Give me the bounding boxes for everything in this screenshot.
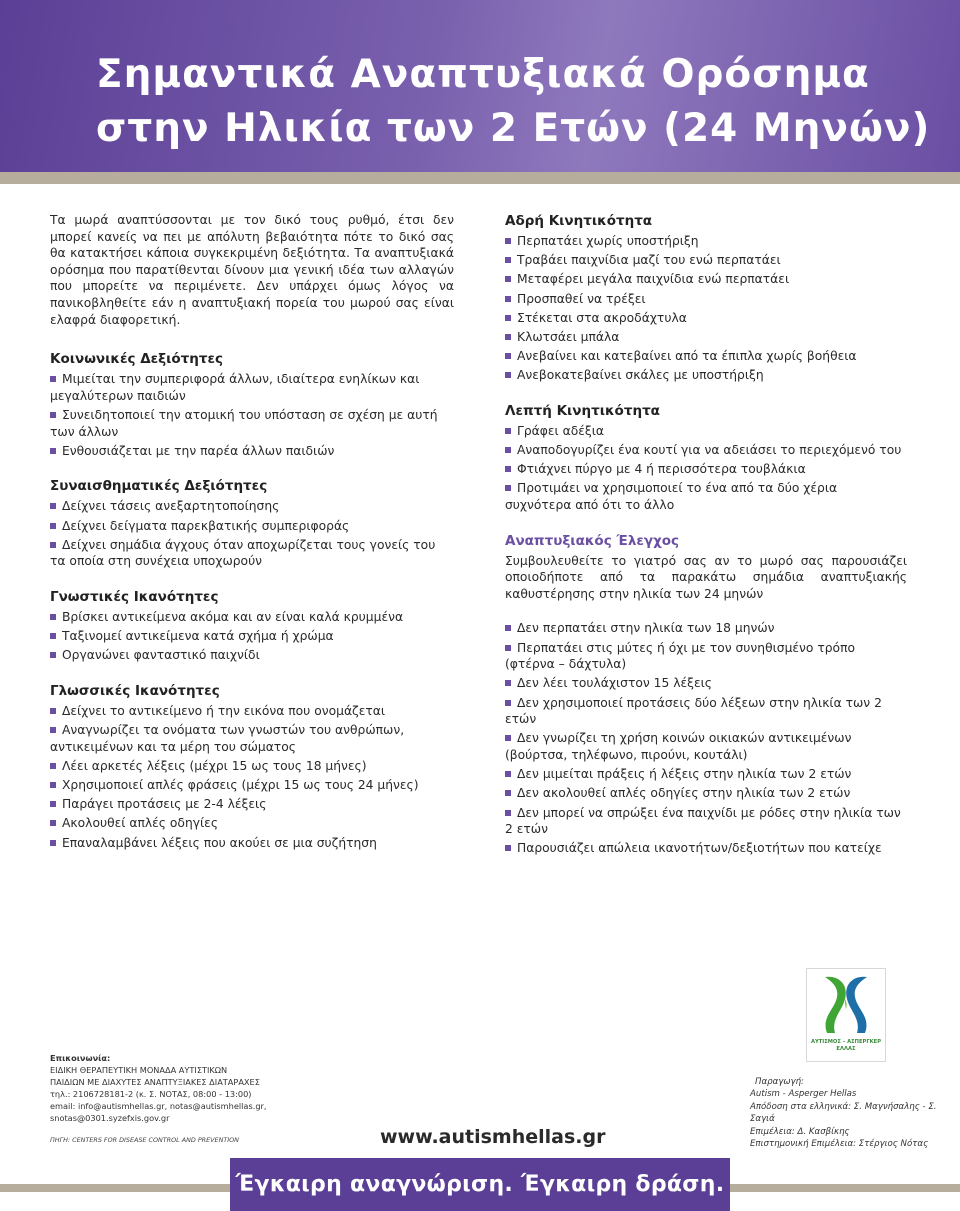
list-item: Παράγει προτάσεις με 2-4 λέξεις xyxy=(50,796,454,813)
list-item: Δείχνει το αντικείμενο ή την εικόνα που ονομάζεται xyxy=(50,703,454,720)
milestone-list xyxy=(50,703,454,851)
square-bullet-icon xyxy=(505,680,511,686)
milestone-list xyxy=(505,423,907,514)
list-item: Παρουσιάζει απώλεια ικανοτήτων/δεξιοτήτων που κατείχε xyxy=(505,840,907,857)
list-item: Αναποδογυρίζει ένα κουτί για να αδειάσει το περιεχόμενό του xyxy=(505,442,907,459)
square-bullet-icon xyxy=(50,820,56,826)
milestone-list xyxy=(50,371,454,459)
list-item: Τραβάει παιχνίδια μαζί του ενώ περπατάει xyxy=(505,252,907,269)
square-bullet-icon xyxy=(505,771,511,777)
square-bullet-icon xyxy=(50,727,56,733)
section-gross-motor xyxy=(505,212,907,384)
list-item: Προσπαθεί να τρέξει xyxy=(505,291,907,308)
credits-line: Απόδοση στα ελληνικά: Σ. Μαγνήσαλης - Σ. Σαγιά xyxy=(750,1101,937,1125)
list-item: Δεν ακολουθεί απλές οδηγίες στην ηλικία των 2 ετών xyxy=(505,785,907,802)
page-title xyxy=(96,48,936,156)
list-item: Στέκεται στα ακροδάχτυλα xyxy=(505,310,907,327)
square-bullet-icon xyxy=(505,276,511,282)
list-item: Λέει αρκετές λέξεις (μέχρι 15 ως τους 18 μήνες) xyxy=(50,758,454,775)
square-bullet-icon xyxy=(505,447,511,453)
list-item: Δεν μιμείται πράξεις ή λέξεις στην ηλικία των 2 ετών xyxy=(505,766,907,783)
credits-title: Παραγωγή: xyxy=(755,1077,804,1087)
square-bullet-icon xyxy=(50,542,56,548)
section-title: Γνωστικές Ικανότητες xyxy=(50,588,219,605)
list-item: Δεν μπορεί να σπρώξει ένα παιχνίδι με ρόδες στην ηλικία των 2 ετών xyxy=(505,805,901,837)
square-bullet-icon xyxy=(505,238,511,244)
square-bullet-icon xyxy=(505,296,511,302)
square-bullet-icon xyxy=(505,485,511,491)
square-bullet-icon xyxy=(50,801,56,807)
website-link[interactable]: www.autismhellas.gr xyxy=(380,1126,606,1148)
list-item: Ενθουσιάζεται με την παρέα άλλων παιδιών xyxy=(50,443,454,460)
square-bullet-icon xyxy=(505,353,511,359)
list-item: Συνειδητοποιεί την ατομική του υπόσταση σε σχέση με αυτή των άλλων xyxy=(50,407,438,439)
square-bullet-icon xyxy=(50,523,56,529)
square-bullet-icon xyxy=(50,652,56,658)
section-title: Κοινωνικές Δεξιότητες xyxy=(50,351,224,368)
square-bullet-icon xyxy=(50,614,56,620)
credits-block xyxy=(750,1076,960,1150)
dev-check-paragraph: Συμβουλευθείτε το γιατρό σας αν το μωρό σας παρουσιάζει οποιοδήποτε από τα παρακάτω σημάδια αναπτυξιακής καθυστέρησης στην ηλικία των 24 μηνών xyxy=(505,553,907,601)
ribbon-logo-icon xyxy=(815,973,877,1037)
section-title: Λεπτή Κινητικότητα xyxy=(505,402,660,419)
list-item: Προτιμάει να χρησιμοποιεί το ένα από τα δύο χέρια συχνότερα από ότι το άλλο xyxy=(505,481,838,513)
page-title-line1: Σημαντικά Αναπτυξιακά Ορόσημα xyxy=(96,52,870,97)
square-bullet-icon xyxy=(505,735,511,741)
header-banner xyxy=(0,0,960,172)
square-bullet-icon xyxy=(50,503,56,509)
list-item: Ανεβαίνει και κατεβαίνει από τα έπιπλα χωρίς βοήθεια xyxy=(505,348,907,365)
square-bullet-icon xyxy=(50,763,56,769)
square-bullet-icon xyxy=(505,790,511,796)
logo-caption: ΑΥΤΙΣΜΟΣ – ΑΣΠΕΡΓΚΕΡ ΕΛΛΑΣ xyxy=(810,1039,882,1052)
square-bullet-icon xyxy=(505,257,511,263)
list-item: Δεν χρησιμοποιεί προτάσεις δύο λέξεων στην ηλικία των 2 ετών xyxy=(505,695,882,727)
square-bullet-icon xyxy=(50,376,56,382)
credits-line: Επιστημονική Επιμέλεια: Στέργιος Νότας xyxy=(750,1139,929,1150)
list-item: Ταξινομεί αντικείμενα κατά σχήμα ή χρώμα xyxy=(50,628,454,645)
warning-sign-list xyxy=(505,620,907,856)
square-bullet-icon xyxy=(50,708,56,714)
list-item: Δεν περπατάει στην ηλικία των 18 μηνών xyxy=(505,620,907,637)
section-emotional-skills xyxy=(50,477,454,570)
list-item: Γράφει αδέξια xyxy=(505,423,907,440)
square-bullet-icon xyxy=(505,625,511,631)
list-item: Οργανώνει φανταστικό παιχνίδι xyxy=(50,647,454,664)
list-item: Κλωτσάει μπάλα xyxy=(505,329,907,346)
square-bullet-icon xyxy=(505,428,511,434)
square-bullet-icon xyxy=(50,840,56,846)
contact-block xyxy=(50,1052,380,1124)
section-title: Γλωσσικές Ικανότητες xyxy=(50,682,220,699)
square-bullet-icon xyxy=(505,645,511,651)
contact-line: ΕΙΔΙΚΗ ΘΕΡΑΠΕΥΤΙΚΗ ΜΟΝΑΔΑ ΑΥΤΙΣΤΙΚΩΝ xyxy=(50,1065,228,1075)
milestone-list xyxy=(50,609,454,664)
list-item: Περπατάει χωρίς υποστήριξη xyxy=(505,233,907,250)
section-fine-motor xyxy=(505,402,907,514)
square-bullet-icon xyxy=(505,334,511,340)
section-title: Συναισθηματικές Δεξιότητες xyxy=(50,478,268,495)
header-divider xyxy=(0,172,960,184)
square-bullet-icon xyxy=(50,633,56,639)
square-bullet-icon xyxy=(505,466,511,472)
credits-line: Επιμέλεια: Δ. Κασβίκης xyxy=(750,1126,850,1137)
square-bullet-icon xyxy=(505,372,511,378)
credits-line: Autism - Asperger Hellas xyxy=(750,1089,857,1100)
autism-hellas-logo xyxy=(806,968,886,1062)
milestone-list xyxy=(50,498,454,570)
milestone-list xyxy=(505,233,907,384)
section-social-skills xyxy=(50,350,454,459)
left-column xyxy=(50,212,454,869)
list-item: Δεν λέει τουλάχιστον 15 λέξεις xyxy=(505,675,907,692)
footer-slogan: Έγκαιρη αναγνώριση. Έγκαιρη δράση. xyxy=(230,1158,730,1211)
list-item: Ανεβοκατεβαίνει σκάλες με υποστήριξη xyxy=(505,367,907,384)
source-note: ΠΗΓΗ: CENTERS FOR DISEASE CONTROL AND PREVENTION xyxy=(50,1136,239,1144)
square-bullet-icon xyxy=(505,315,511,321)
square-bullet-icon xyxy=(505,810,511,816)
square-bullet-icon xyxy=(50,448,56,454)
list-item: Δεν γνωρίζει τη χρήση κοινών οικιακών αντικειμένων (βούρτσα, τηλέφωνο, πιρούνι, κουτάλι) xyxy=(505,731,852,762)
contact-line: ΠΑΙΔΙΩΝ ΜΕ ΔΙΑΧΥΤΕΣ ΑΝΑΠΤΥΞΙΑΚΕΣ ΔΙΑΤΑΡΑΧΕΣ xyxy=(50,1077,260,1087)
page-title-line2: στην Ηλικία των 2 Ετών (24 Μηνών) xyxy=(96,106,931,151)
section-title: Αδρή Κινητικότητα xyxy=(505,213,653,229)
section-developmental-check xyxy=(505,532,907,857)
right-column xyxy=(505,212,907,875)
contact-title: Επικοινωνία: xyxy=(50,1053,111,1063)
section-title: Αναπτυξιακός Έλεγχος xyxy=(505,532,680,549)
list-item: Μιμείται την συμπεριφορά άλλων, ιδιαίτερα ενηλίκων και μεγαλύτερων παιδιών xyxy=(50,372,420,403)
list-item: Αναγνωρίζει τα ονόματα των γνωστών του ανθρώπων, αντικειμένων και τα μέρη του σώματος xyxy=(50,723,405,754)
square-bullet-icon xyxy=(50,782,56,788)
list-item: Χρησιμοποιεί απλές φράσεις (μέχρι 15 ως τους 24 μήνες) xyxy=(50,777,454,794)
list-item: Δείχνει σημάδια άγχους όταν αποχωρίζεται τους γονείς του τα οποία στη συνέχεια υποχωρούν xyxy=(50,537,436,569)
list-item: Επαναλαμβάνει λέξεις που ακούει σε μια συζήτηση xyxy=(50,835,454,852)
list-item: Φτιάχνει πύργο με 4 ή περισσότερα τουβλάκια xyxy=(505,461,907,478)
section-language-skills xyxy=(50,682,454,851)
intro-paragraph: Τα μωρά αναπτύσσονται με τον δικό τους ρυθμό, έτσι δεν μπορεί κανείς να πει με απόλυτη βεβαιότητα πότε το δικό σας θα κατακτήσει κάποια συγκεκριμένη δεξιότητα. Τα αναπτυξιακά ορόσημα που παρατίθενται δίνουν μια γενική ιδέα των αλλαγών που μπορείτε να περιμένετε. Δεν υπάρχει όμως λόγος να πανικοβληθείτε εάν η αναπτυξιακή πορεία του μωρού σας είναι ελαφρά διαφορετική. xyxy=(50,213,454,327)
square-bullet-icon xyxy=(505,845,511,851)
square-bullet-icon xyxy=(505,700,511,706)
contact-phone: τηλ.: 2106728181-2 (κ. Σ. ΝΟΤΑΣ, 08:00 - 13:00) xyxy=(50,1089,252,1099)
list-item: Δείχνει τάσεις ανεξαρτητοποίησης xyxy=(50,498,454,515)
list-item: Περπατάει στις μύτες ή όχι με τον συνηθισμένο τρόπο (φτέρνα – δάχτυλα) xyxy=(505,640,855,672)
list-item: Μεταφέρει μεγάλα παιχνίδια ενώ περπατάει xyxy=(505,271,907,288)
square-bullet-icon xyxy=(50,412,56,418)
list-item: Βρίσκει αντικείμενα ακόμα και αν είναι καλά κρυμμένα xyxy=(50,609,454,626)
list-item: Δείχνει δείγματα παρεκβατικής συμπεριφοράς xyxy=(50,518,454,535)
section-cognitive-skills xyxy=(50,588,454,664)
contact-email: email: info@autismhellas.gr, notas@autismhellas.gr, snotas@0301.syzefxis.gov.gr xyxy=(50,1101,267,1123)
list-item: Ακολουθεί απλές οδηγίες xyxy=(50,815,454,832)
